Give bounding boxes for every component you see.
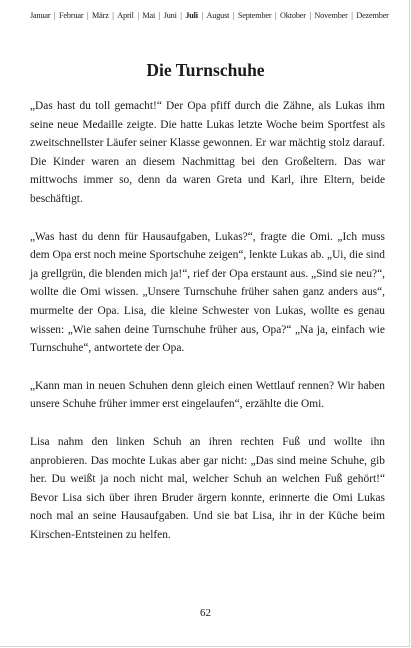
month-tab-november[interactable]: November (314, 11, 348, 20)
month-separator: | (86, 11, 89, 20)
month-tab-januar[interactable]: Januar (30, 11, 51, 20)
month-tab-dezember[interactable]: Dezember (356, 11, 389, 20)
month-navigation (30, 11, 389, 20)
paragraph: Lisa nahm den linken Schuh an ihren rechten Fuß und wollte ihn anprobieren. Das mochte Lukas aber gar nicht: „Das sind meine Schuhe, gib her. Du weißt ja noch nicht mal, welcher Schuh an welchen Fuß gehört!“ Bevor Lisa sich über ihren Bruder ärgern konnte, erinnerte die Omi Lukas noch mal an seine Hausaufgaben. Und sie bat Lisa, ihr in der Küche beim Kirschen-Entsteinen zu helfen. (30, 435, 385, 541)
paragraph: „Das hast du toll gemacht!“ Der Opa pfiff durch die Zähne, als Lukas ihm seine neue Medaille zeigte. Die hatte Lukas letzte Woche beim Sportfest als zweitschnellster Läufer seiner Klasse gewonnen. Er war mächtig stolz darauf. Die Kinder waren an diesem Nachmittag bei den Großeltern. Das war mittwochs immer so, denn da waren Greta und Karl, ihre Eltern, beide beschäftigt. (30, 100, 385, 205)
month-separator: | (275, 11, 277, 20)
month-tab-februar[interactable]: Februar (59, 11, 84, 20)
month-separator: | (54, 11, 56, 20)
month-separator: | (201, 11, 203, 20)
month-separator: | (232, 11, 235, 20)
month-separator: | (180, 11, 182, 20)
month-tab-april[interactable]: April (117, 11, 134, 20)
month-tab-juni[interactable]: Juni (163, 11, 177, 20)
paragraph: „Kann man in neuen Schuhen denn gleich einen Wettlauf rennen? Wir haben unsere Schuhe früher immer erst eingelaufen“, erzählte die Omi. (30, 379, 385, 411)
month-tab-august[interactable]: August (206, 11, 230, 20)
page-number: 62 (200, 607, 211, 619)
month-separator: | (309, 11, 311, 20)
month-tab-oktober[interactable]: Oktober (280, 11, 306, 20)
month-tab-mai[interactable]: Mai (142, 11, 156, 20)
month-separator: | (158, 11, 161, 20)
month-tab-juli[interactable]: Juli (185, 11, 198, 20)
story-text (30, 97, 385, 563)
chapter-title: Die Turnschuhe (146, 60, 265, 80)
month-separator: | (351, 11, 353, 20)
month-separator: | (137, 11, 139, 20)
month-separator: | (112, 11, 114, 20)
month-tab-september[interactable]: September (237, 11, 272, 20)
paragraph: „Was hast du denn für Hausaufgaben, Lukas?“, fragte die Omi. „Ich muss dem Opa erst noch meine Sportschuhe zeigen“, lenkte Lukas ab. „Ui, die sind ja grellgrün, die blenden mich ja!“, rief der Opa erstaunt aus. „Sind sie neu?“, wollte die Omi wissen. „Unsere Turnschuhe früher sahen ganz anders aus“, murmelte der Opa. Lisa, die kleine Schwester von Lukas, wollte es genau wissen: „Wie sahen deine Turnschuhe früher aus, Opa?“ „Na ja, einfach wie Turnschuhe“, antwortete der Opa. (30, 230, 385, 355)
month-tab-märz[interactable]: März (92, 11, 109, 20)
